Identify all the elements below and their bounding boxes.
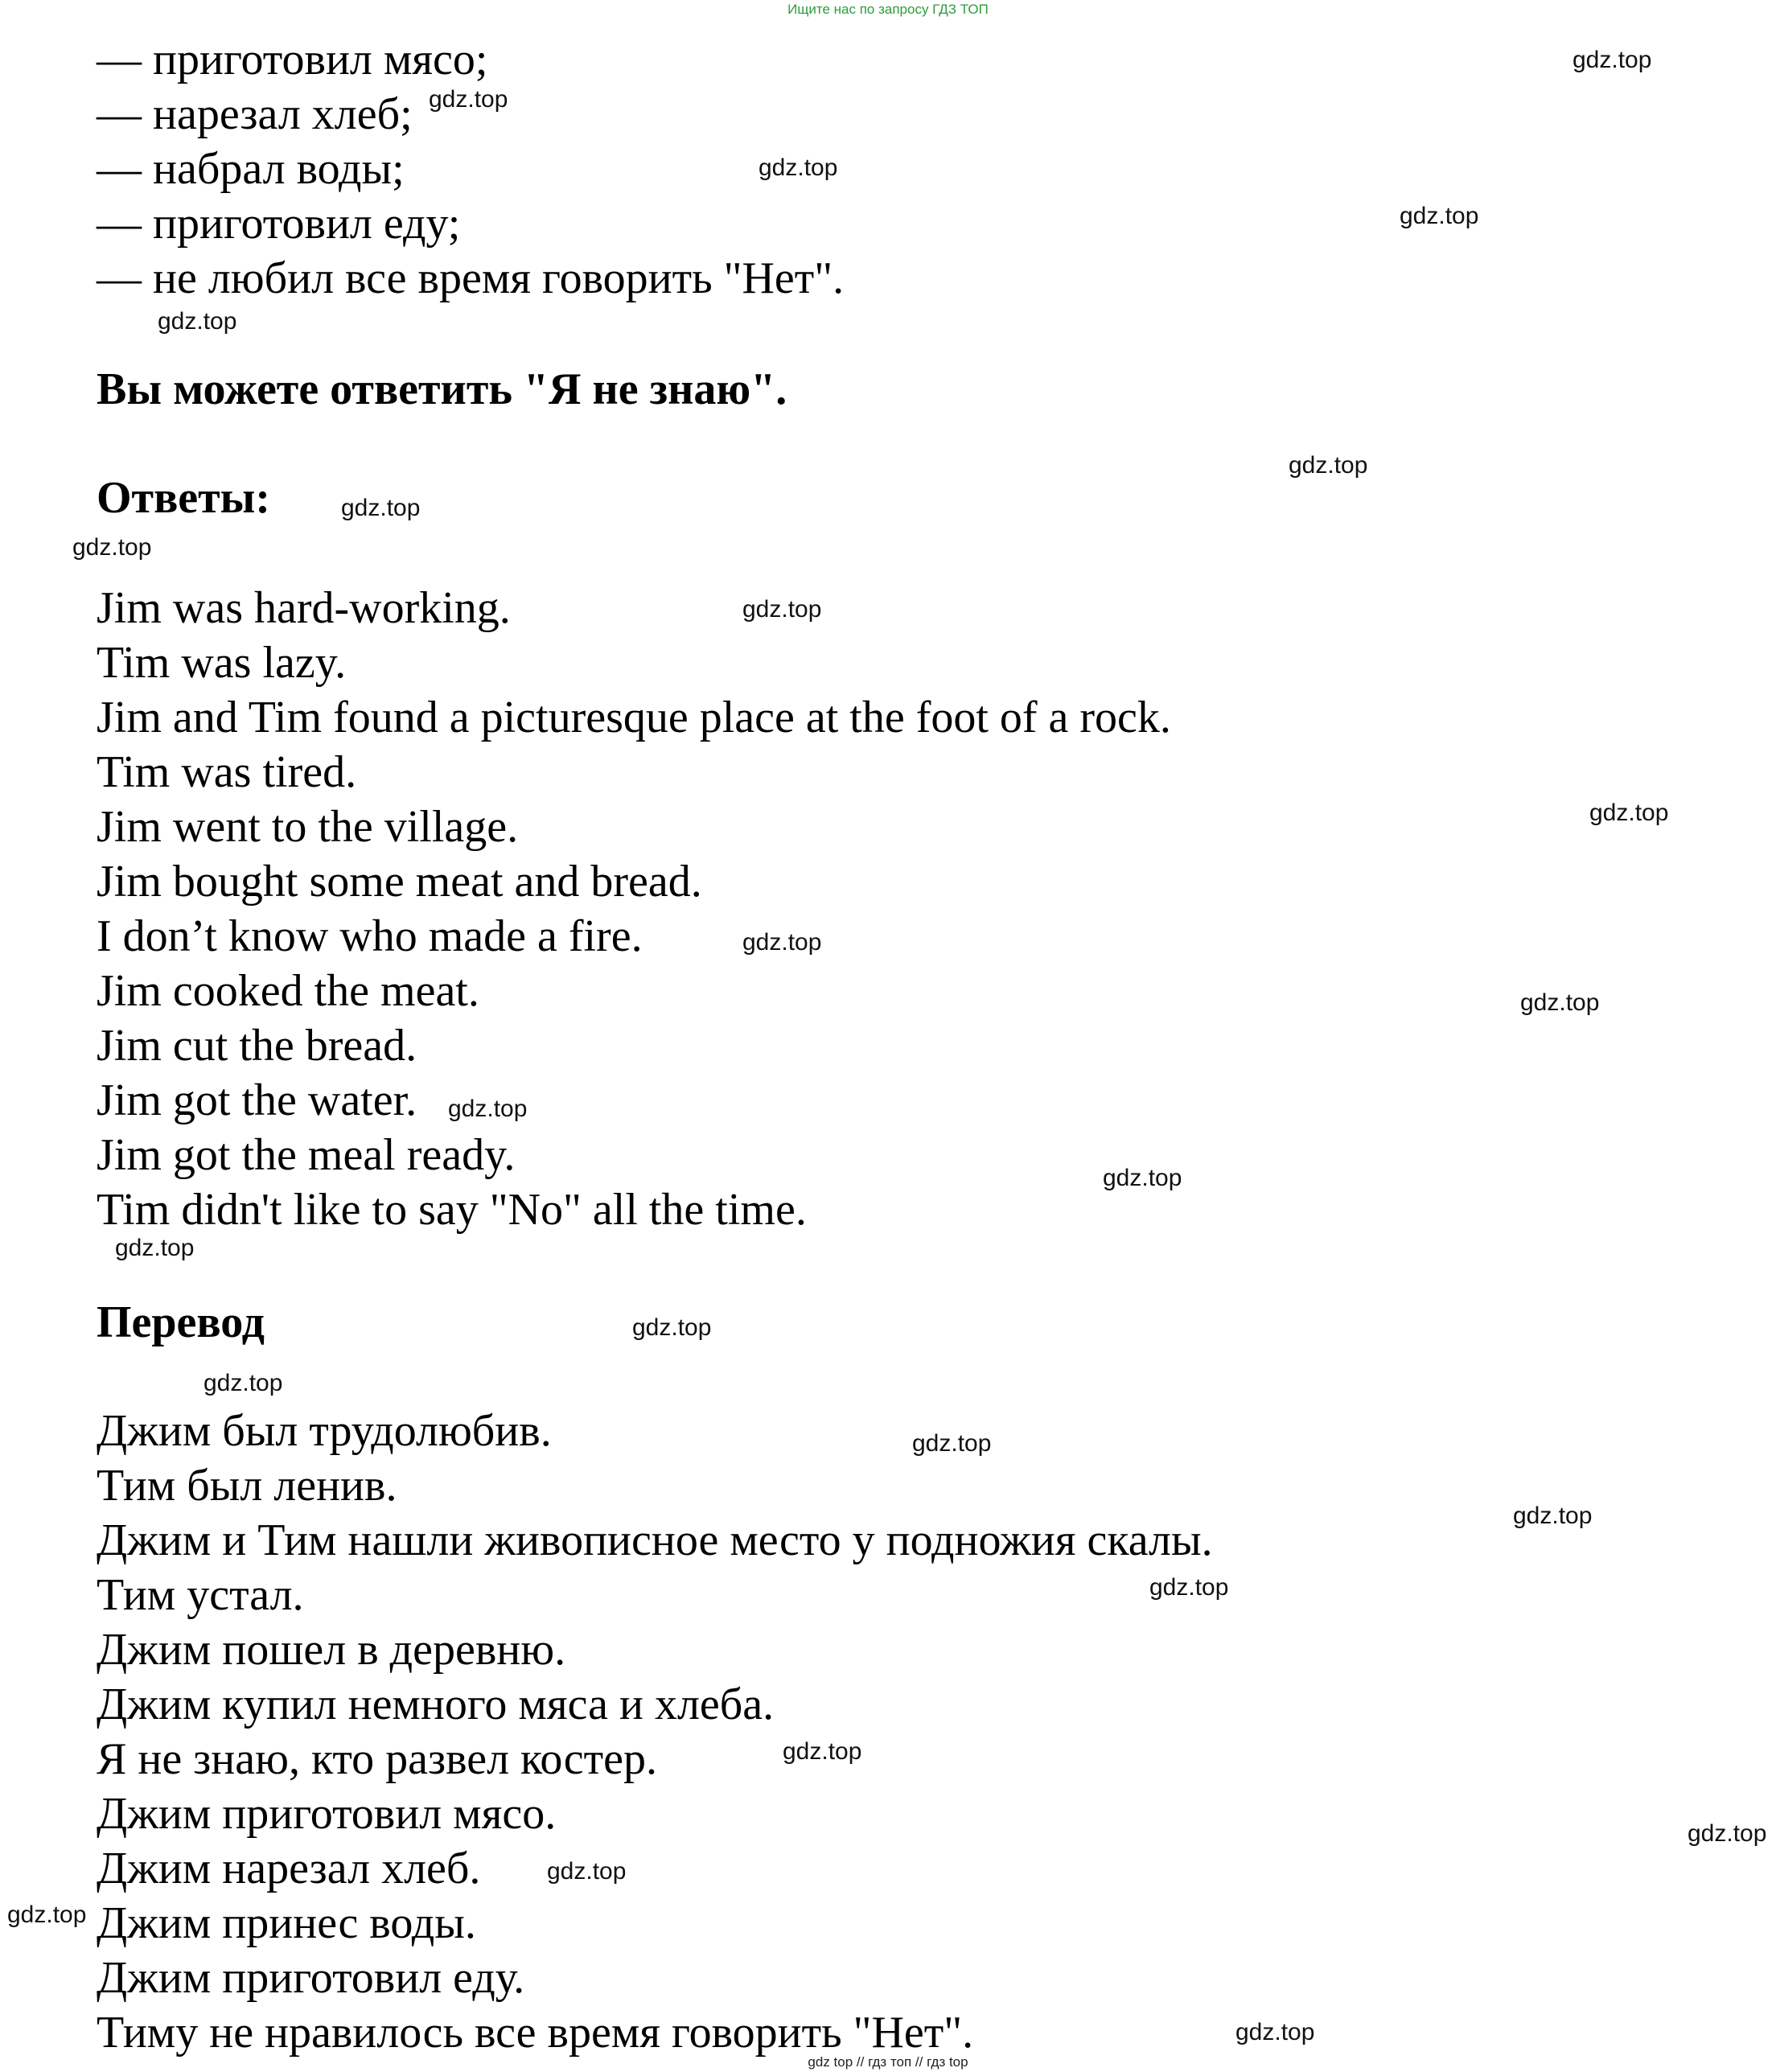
translation-line: Джим приготовил мясо. bbox=[97, 1789, 557, 1839]
translation-line: Джим и Тим нашли живописное место у подножия скалы. bbox=[97, 1515, 1213, 1565]
note-bold: Вы можете ответить "Я не знаю". bbox=[97, 364, 787, 414]
watermark: gdz.top bbox=[1103, 1165, 1182, 1191]
watermark: gdz.top bbox=[341, 495, 421, 521]
watermark: gdz.top bbox=[632, 1314, 712, 1341]
answer-line: Tim didn't like to say "No" all the time. bbox=[97, 1185, 807, 1235]
watermark: gdz.top bbox=[1149, 1574, 1229, 1601]
answer-line: Jim went to the village. bbox=[97, 802, 519, 852]
watermark: gdz.top bbox=[1235, 2019, 1315, 2045]
watermark: gdz.top bbox=[429, 86, 508, 113]
translation-heading: Перевод bbox=[97, 1297, 265, 1347]
watermark: gdz.top bbox=[912, 1430, 992, 1457]
watermark: gdz.top bbox=[204, 1370, 283, 1396]
watermark: gdz.top bbox=[783, 1738, 862, 1765]
watermark: gdz.top bbox=[1589, 800, 1669, 826]
translation-line: Тим устал. bbox=[97, 1570, 304, 1620]
watermark: gdz.top bbox=[742, 929, 822, 956]
translation-line: Джим принес воды. bbox=[97, 1898, 476, 1948]
watermark: gdz.top bbox=[158, 308, 237, 335]
list-item: — приготовил еду; bbox=[97, 199, 461, 249]
translation-line: Джим нарезал хлеб. bbox=[97, 1844, 481, 1893]
watermark: gdz.top bbox=[742, 596, 822, 623]
translation-line: Джим был трудолюбив. bbox=[97, 1406, 552, 1456]
watermark: gdz.top bbox=[448, 1096, 528, 1122]
answer-line: Jim cut the bread. bbox=[97, 1021, 417, 1071]
watermark: gdz.top bbox=[115, 1235, 195, 1261]
translation-line: Я не знаю, кто развел костер. bbox=[97, 1734, 657, 1784]
watermark: gdz.top bbox=[1688, 1820, 1767, 1847]
watermark: gdz.top bbox=[1520, 989, 1600, 1016]
list-item: — не любил все время говорить "Нет". bbox=[97, 253, 845, 303]
watermark: gdz.top bbox=[1400, 203, 1479, 229]
answer-line: Jim cooked the meat. bbox=[97, 966, 479, 1016]
watermark: gdz.top bbox=[7, 1901, 87, 1928]
translation-line: Тиму не нравилось все время говорить "Нет". bbox=[97, 2008, 974, 2058]
answers-heading: Ответы: bbox=[97, 473, 271, 523]
watermark: gdz.top bbox=[547, 1858, 627, 1885]
translation-line: Тим был ленив. bbox=[97, 1461, 397, 1511]
watermark: gdz.top bbox=[1289, 452, 1368, 479]
answer-line: Tim was lazy. bbox=[97, 638, 347, 688]
watermark: gdz.top bbox=[72, 534, 152, 561]
answer-line: Jim and Tim found a picturesque place at the foot of a rock. bbox=[97, 693, 1171, 742]
footer-note[interactable]: gdz top // гдз топ // гдз top bbox=[808, 2054, 968, 2070]
watermark: gdz.top bbox=[1513, 1503, 1593, 1529]
answer-line: I don’t know who made a fire. bbox=[97, 911, 643, 961]
list-item: — нарезал хлеб; bbox=[97, 89, 413, 139]
translation-line: Джим приготовил еду. bbox=[97, 1953, 525, 2003]
list-item: — набрал воды; bbox=[97, 144, 405, 194]
answer-line: Tim was tired. bbox=[97, 747, 357, 797]
answer-line: Jim got the meal ready. bbox=[97, 1130, 516, 1180]
answer-line: Jim got the water. bbox=[97, 1075, 417, 1125]
answer-line: Jim bought some meat and bread. bbox=[97, 857, 702, 906]
watermark: gdz.top bbox=[758, 154, 838, 181]
answer-line: Jim was hard-working. bbox=[97, 583, 511, 633]
watermark: gdz.top bbox=[1572, 47, 1652, 73]
translation-line: Джим пошел в деревню. bbox=[97, 1625, 566, 1675]
list-item: — приготовил мясо; bbox=[97, 35, 488, 84]
header-note[interactable]: Ищите нас по запросу ГДЗ ТОП bbox=[787, 2, 989, 17]
translation-line: Джим купил немного мяса и хлеба. bbox=[97, 1679, 775, 1729]
